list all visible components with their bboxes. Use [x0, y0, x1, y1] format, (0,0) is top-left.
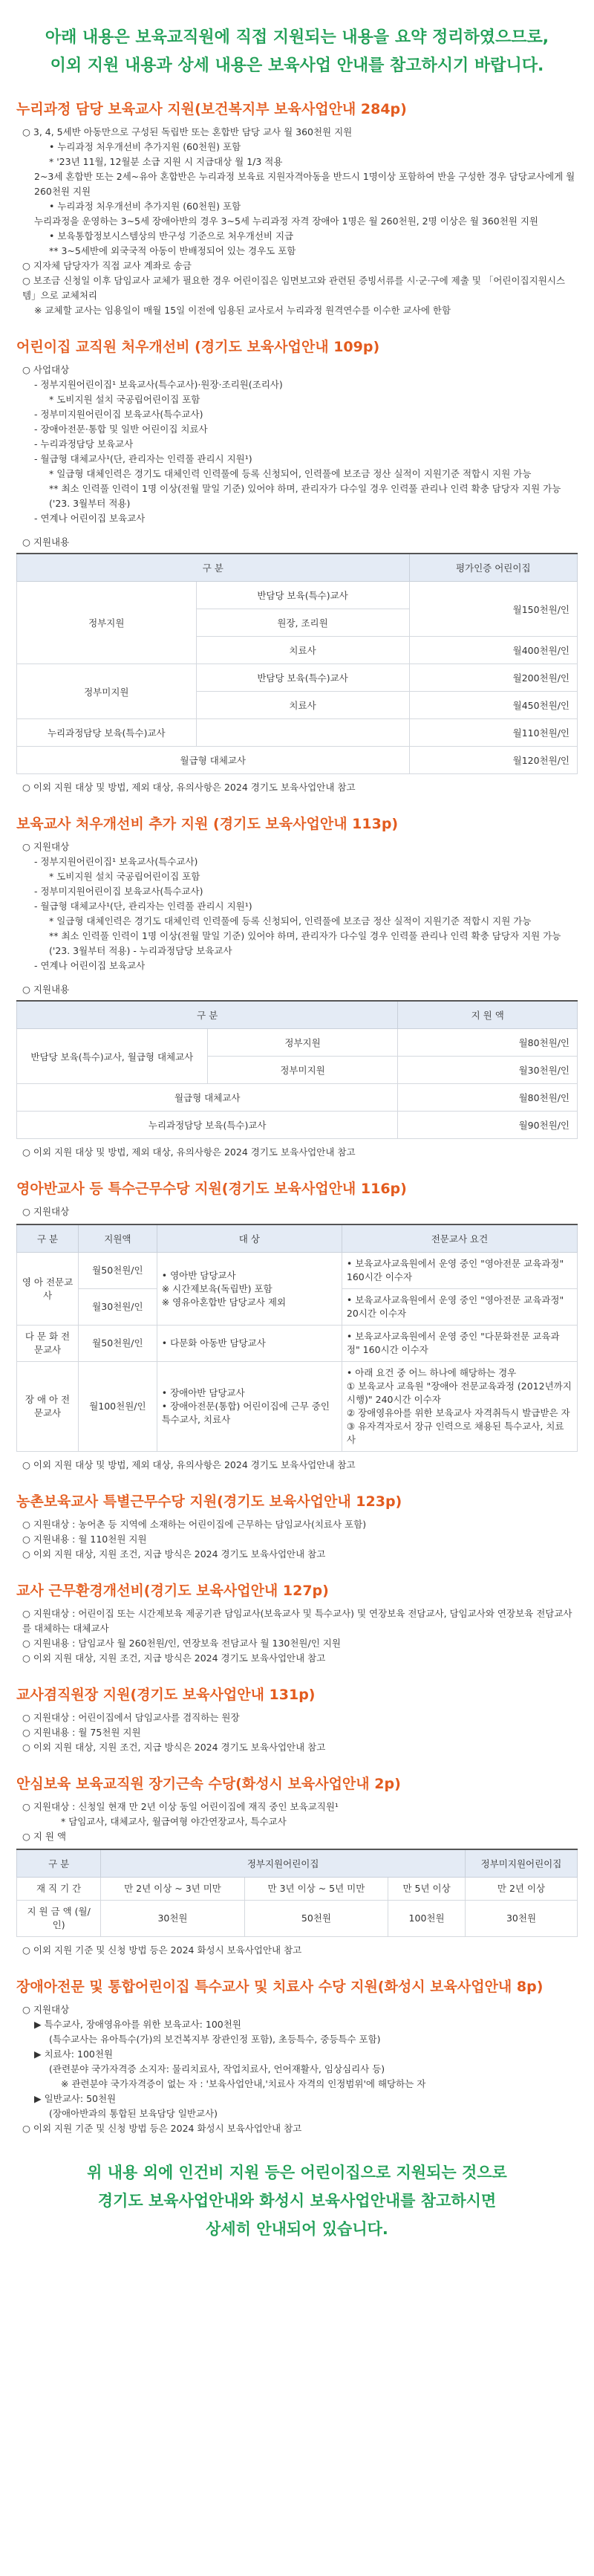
- table-header: 정부미지원어린이집: [466, 1849, 578, 1878]
- table-header: 대 상: [157, 1224, 342, 1253]
- body-line: ○ 이외 지원 기준 및 신청 방법 등은 2024 화성시 보육사업안내 참고: [22, 2123, 302, 2134]
- body-line: • 누리과정 처우개선비 추가지원 (60천원) 포함: [49, 141, 241, 152]
- table-cell: 월400천원/인: [409, 637, 578, 664]
- body-line: ○ 지원대상: [22, 2004, 70, 2015]
- table-cell: 월급형 대체교사: [17, 1084, 398, 1112]
- section-title: 영아반교사 등 특수근무수당 지원(경기도 보육사업안내 116p): [16, 1181, 407, 1197]
- outro-line: 상세히 안내되어 있습니다.: [206, 2220, 388, 2238]
- table-cell: 월90천원/인: [398, 1112, 578, 1139]
- body-line: (장애아반과의 통합된 보육담당 일반교사): [49, 2108, 218, 2119]
- table-cell: 만 3년 이상 ~ 5년 미만: [244, 1878, 388, 1901]
- body-line: (특수교사는 유아특수(가)의 보건복지부 장관인정 포함), 초등특수, 중등특수 포함): [49, 2034, 381, 2045]
- table-cell: 치료사: [196, 637, 409, 664]
- body-line: (관련분야 국가자격증 소지자: 물리치료사, 작업치료사, 언어재활사, 임상심리사 등): [49, 2063, 385, 2074]
- section-special-teacher-allowance: [16, 1977, 578, 2136]
- body-line: ○ 지원대상 : 어린이집에서 담임교사를 겸직하는 원장: [22, 1712, 240, 1723]
- table-cell: • 보육교사교육원에서 운영 중인 "영아전문 교육과정" 20시간 이수자: [342, 1289, 577, 1326]
- section-work-environment: [16, 1581, 578, 1666]
- body-line: ○ 지원내용 : 월 75천원 지원: [22, 1727, 141, 1738]
- table-cell: 지 원 금 액 (월/인): [17, 1901, 101, 1937]
- body-line: ** 3~5세반에 외국국적 아동이 반배정되어 있는 경우도 포함: [49, 245, 296, 256]
- body-line: * 일급형 대체인력은 경기도 대체인력 인력풀에 등록 신청되어, 인력풀에 보조금 정산 실적이 지원기준 적합시 지원 가능: [49, 468, 532, 479]
- body-line: * '23년 11월, 12월분 소급 지원 시 지급대상 월 1/3 적용: [49, 156, 283, 167]
- body-line: * 담임교사, 대체교사, 월급여형 야간연장교사, 특수교사: [61, 1816, 287, 1827]
- section-title: 어린이집 교직원 처우개선비 (경기도 보육사업안내 109p): [16, 339, 380, 355]
- section-title: 누리과정 담당 보육교사 지원(보건복지부 보육사업안내 284p): [16, 101, 407, 117]
- section-title: 교사겸직원장 지원(경기도 보육사업안내 131p): [16, 1687, 316, 1703]
- table-cell: 반담당 보육(특수)교사: [196, 582, 409, 609]
- body-line: ○ 이외 지원 대상, 지원 조건, 지급 방식은 2024 경기도 보육사업안내 참고: [22, 1742, 326, 1753]
- table-cell: 월150천원/인: [409, 582, 578, 637]
- table-header: 지원액: [79, 1224, 157, 1253]
- table-cell: 월50천원/인: [79, 1253, 157, 1289]
- table-cell: 월110천원/인: [409, 719, 578, 747]
- section-title: 농촌보육교사 특별근무수당 지원(경기도 보육사업안내 123p): [16, 1493, 402, 1510]
- section-teaching-director: [16, 1685, 578, 1755]
- table-cell: 50천원: [244, 1901, 388, 1937]
- body-line: ※ 관련분야 국가자격증이 없는 자 : '보육사업안내,'치료사 자격의 인정범위'에 해당하는 자: [61, 2078, 426, 2089]
- table-cell: • 보육교사교육원에서 운영 중인 "영아전문 교육과정" 160시간 이수자: [342, 1253, 577, 1289]
- table-cell: 반담당 보육(특수)교사, 월급형 대체교사: [17, 1029, 208, 1084]
- section-special-duty: [16, 1179, 578, 1473]
- table-header: 구 분: [17, 1224, 79, 1253]
- body-line: • 누리과정 처우개선비 추가지원 (60천원) 포함: [49, 201, 241, 212]
- table-cell: • 보육교사교육원에서 운영 중인 "다문화전문 교육과정" 160시간 이수자: [342, 1326, 577, 1362]
- body-line: * 도비지원 설치 국공립어린이집 포함: [49, 871, 200, 882]
- intro-line: 이외 지원 내용과 상세 내용은 보육사업 안내를 참고하시기 바랍니다.: [50, 56, 544, 75]
- table-cell: 정부미지원: [17, 664, 197, 719]
- table-cell: 치료사: [196, 692, 409, 719]
- body-line: ○ 사업대상: [22, 364, 70, 375]
- section-title: 교사 근무환경개선비(경기도 보육사업안내 127p): [16, 1583, 329, 1599]
- section-rural-teacher: [16, 1492, 578, 1562]
- body-line: ○ 지원대상: [22, 1206, 70, 1217]
- note-line: ○ 이외 지원 대상 및 방법, 제외 대상, 유의사항은 2024 경기도 보육사업안내 참고: [22, 782, 356, 793]
- body-line: ○ 지원내용 : 담임교사 월 260천원/인, 연장보육 전담교사 월 130천원/인 지원: [22, 1638, 341, 1649]
- body-line: ○ 보조금 신청일 이후 담임교사 교체가 필요한 경우 어린이집은 임면보고와 관련된 증빙서류를 시·군·구에 제출 및 「어린이집지원시스템」으로 교체처리: [22, 275, 565, 301]
- body-line: ○ 이외 지원 대상, 지원 조건, 지급 방식은 2024 경기도 보육사업안내 참고: [22, 1548, 326, 1560]
- table-cell: 정부미지원: [207, 1057, 398, 1084]
- table-cell: 월급형 대체교사: [17, 747, 410, 774]
- body-line: • 보육통합정보시스템상의 반구성 기준으로 처우개선비 지급: [49, 230, 294, 241]
- table-cell: • 장애아반 담당교사 • 장애아전문(통합) 어린이집에 근무 중인 특수교사, 치료사: [157, 1362, 342, 1452]
- outro-line: 경기도 보육사업안내와 화성시 보육사업안내를 참고하시면: [97, 2192, 497, 2210]
- allowance-table: [16, 553, 578, 774]
- outro-notice: [16, 2158, 578, 2243]
- body-line: - 연계나 어린이집 보육교사: [34, 960, 146, 971]
- table-cell: 영 아 전문교사: [17, 1253, 79, 1326]
- body-line: ○ 지원내용 : 월 110천원 지원: [22, 1534, 147, 1545]
- note-line: ○ 이외 지원 대상 및 방법, 제외 대상, 유의사항은 2024 경기도 보육사업안내 참고: [22, 1146, 356, 1158]
- body-line: - 정부미지원어린이집 보육교사(특수교사): [34, 409, 203, 420]
- body-line: ○ 지 원 액: [22, 1831, 67, 1842]
- table-cell: 누리과정담당 보육(특수)교사: [17, 719, 197, 747]
- section-title: 안심보육 보육교직원 장기근속 수당(화성시 보육사업안내 2p): [16, 1776, 401, 1792]
- note-line: ○ 이외 지원 기준 및 신청 방법 등은 2024 화성시 보육사업안내 참고: [22, 1944, 302, 1956]
- table-cell: 만 2년 이상 ~ 3년 미만: [101, 1878, 244, 1901]
- table-cell: 재 직 기 간: [17, 1878, 101, 1901]
- table-cell: 월120천원/인: [409, 747, 578, 774]
- body-line: ▶ 특수교사, 장애영유아를 위한 보육교사: 100천원: [34, 2019, 241, 2030]
- special-duty-table: [16, 1224, 578, 1452]
- table-header: 정부지원어린이집: [101, 1849, 466, 1878]
- table-header: 구 분: [17, 554, 410, 582]
- table-cell: 만 5년 이상: [388, 1878, 466, 1901]
- table-cell: 월50천원/인: [79, 1326, 157, 1362]
- additional-allowance-table: [16, 1000, 578, 1139]
- section-long-service: [16, 1774, 578, 1958]
- body-line: - 정부지원어린이집¹ 보육교사(특수교사)·원장·조리원(조리사): [34, 379, 283, 390]
- table-header: 지 원 액: [398, 1001, 578, 1029]
- body-line: - 정부미지원어린이집 보육교사(특수교사): [34, 886, 203, 897]
- body-line: ○ 지원대상: [22, 841, 70, 852]
- table-cell: • 아래 요건 중 어느 하나에 해당하는 경우 ① 보육교사 교육원 "장애아 전문교육과정 (2012년까지 시행)" 240시간 이수자 ② 장애영유아를 위한 보육교사 자격취득시 발급받은 자 ③ 유자격자로서 장규 인력으로 채용된 특수교사, 치료사: [342, 1362, 577, 1452]
- body-line: ○ 지원대상 : 어린이집 또는 시간제보육 제공기관 담임교사(보육교사 및 특수교사) 및 연장보육 전담교사, 담임교사와 연장보육 전담교사를 대체하는 대체교사: [22, 1608, 572, 1634]
- body-line: 누리과정을 운영하는 3~5세 장애아반의 경우 3~5세 누리과정 자격 장애아 1명은 월 260천원, 2명 이상은 월 360천원 지원: [34, 215, 539, 227]
- table-cell: • 다문화 아동반 담당교사: [157, 1326, 342, 1362]
- body-line: ○ 지원대상 : 농어촌 등 지역에 소재하는 어린이집에 근무하는 담임교사(치료사 포함): [22, 1519, 367, 1530]
- body-line: ** 최소 인력풀 인력이 1명 이상(전월 말일 기준) 있어야 하며, 관리자가 다수일 경우 인력풀 관리나 인력 확충 담당자 지원 가능('23. 3월부터 적용): [49, 483, 561, 509]
- body-line: ** 최소 인력풀 인력이 1명 이상(전월 말일 기준) 있어야 하며, 관리자가 다수일 경우 인력풀 관리나 인력 확충 담당자 지원 가능('23. 3월부터 적용) - 누리과정담당 보육교사: [49, 930, 561, 956]
- section-title: 장애아전문 및 통합어린이집 특수교사 및 치료사 수당 지원(화성시 보육사업안내 8p): [16, 1979, 544, 1995]
- outro-line: 위 내용 외에 인건비 지원 등은 어린이집으로 지원되는 것으로: [87, 2164, 507, 2181]
- body-line: ○ 3, 4, 5세반 아동만으로 구성된 독립반 또는 혼합반 담당 교사 월 360천원 지원: [22, 126, 353, 137]
- intro-line: 아래 내용은 보육교직원에 직접 지원되는 내용을 요약 정리하였으므로,: [45, 28, 549, 47]
- intro-notice: [16, 24, 578, 80]
- content-label: ○ 지원내용: [22, 536, 70, 548]
- table-cell: 월80천원/인: [398, 1029, 578, 1057]
- table-cell: 월30천원/인: [79, 1289, 157, 1326]
- body-line: ○ 지자체 담당자가 직접 교사 계좌로 송금: [22, 260, 192, 271]
- table-cell: 월30천원/인: [398, 1057, 578, 1084]
- body-line: - 월급형 대체교사¹(단, 관리자는 인력풀 관리시 지원¹): [34, 453, 252, 464]
- table-cell: 반담당 보육(특수)교사: [196, 664, 409, 692]
- body-line: - 누리과정담당 보육교사: [34, 438, 134, 450]
- table-header: 구 분: [17, 1001, 398, 1029]
- body-line: - 연계나 어린이집 보육교사: [34, 513, 146, 524]
- body-line: ▶ 치료사: 100천원: [34, 2048, 114, 2060]
- section-nuri-teacher: [16, 100, 578, 318]
- body-line: * 일급형 대체인력은 경기도 대체인력 인력풀에 등록 신청되어, 인력풀에 보조금 정산 실적이 지원기준 적합시 지원 가능: [49, 915, 532, 927]
- table-cell: 월80천원/인: [398, 1084, 578, 1112]
- content-label: ○ 지원내용: [22, 984, 70, 995]
- table-cell: 원장, 조리원: [196, 609, 409, 637]
- table-cell: 정부지원: [207, 1029, 398, 1057]
- table-cell: 30천원: [466, 1901, 578, 1937]
- body-line: ※ 교체할 교사는 임용일이 매월 15일 이전에 임용된 교사로서 누리과정 원격연수를 이수한 교사에 한함: [34, 305, 451, 316]
- table-cell: 누리과정담당 보육(특수)교사: [17, 1112, 398, 1139]
- table-header: 전문교사 요건: [342, 1224, 577, 1253]
- table-cell: 정부지원: [17, 582, 197, 664]
- table-cell: 30천원: [101, 1901, 244, 1937]
- table-cell: 장 애 아 전문교사: [17, 1362, 79, 1452]
- body-line: - 정부지원어린이집¹ 보육교사(특수교사): [34, 856, 198, 867]
- body-line: ▶ 일반교사: 50천원: [34, 2093, 117, 2104]
- table-cell: 월450천원/인: [409, 692, 578, 719]
- note-line: ○ 이외 지원 대상 및 방법, 제외 대상, 유의사항은 2024 경기도 보육사업안내 참고: [22, 1459, 356, 1470]
- table-cell: 월200천원/인: [409, 664, 578, 692]
- table-cell: • 영아반 담당교사 ※ 시간제보육(독립반) 포함 ※ 영유아혼합반 담당교사 제외: [157, 1253, 342, 1326]
- table-header: 구 분: [17, 1849, 101, 1878]
- table-cell: 100천원: [388, 1901, 466, 1937]
- table-header: 평가인증 어린이집: [409, 554, 578, 582]
- section-staff-allowance: [16, 337, 578, 795]
- body-line: * 도비지원 설치 국공립어린이집 포함: [49, 394, 200, 405]
- section-title: 보육교사 처우개선비 추가 지원 (경기도 보육사업안내 113p): [16, 816, 399, 832]
- table-cell: 만 2년 이상: [466, 1878, 578, 1901]
- body-line: 2~3세 혼합반 또는 2세~유아 혼합반은 누리과정 보육료 지원자격아동을 반드시 1명이상 포함하여 반을 구성한 경우 담당교사에게 월 260천원 지원: [34, 171, 575, 197]
- body-line: ○ 이외 지원 대상, 지원 조건, 지급 방식은 2024 경기도 보육사업안내 참고: [22, 1652, 326, 1664]
- body-line: - 장애아전문·통합 및 일반 어린이집 치료사: [34, 424, 208, 435]
- section-additional-allowance: [16, 814, 578, 1160]
- table-cell: 다 문 화 전문교사: [17, 1326, 79, 1362]
- body-line: ○ 지원대상 : 신청일 현재 만 2년 이상 동일 어린이집에 재직 중인 보육교직원¹: [22, 1801, 339, 1812]
- body-line: - 월급형 대체교사¹(단, 관리자는 인력풀 관리시 지원¹): [34, 901, 252, 912]
- table-cell: 월100천원/인: [79, 1362, 157, 1452]
- long-service-table: [16, 1849, 578, 1937]
